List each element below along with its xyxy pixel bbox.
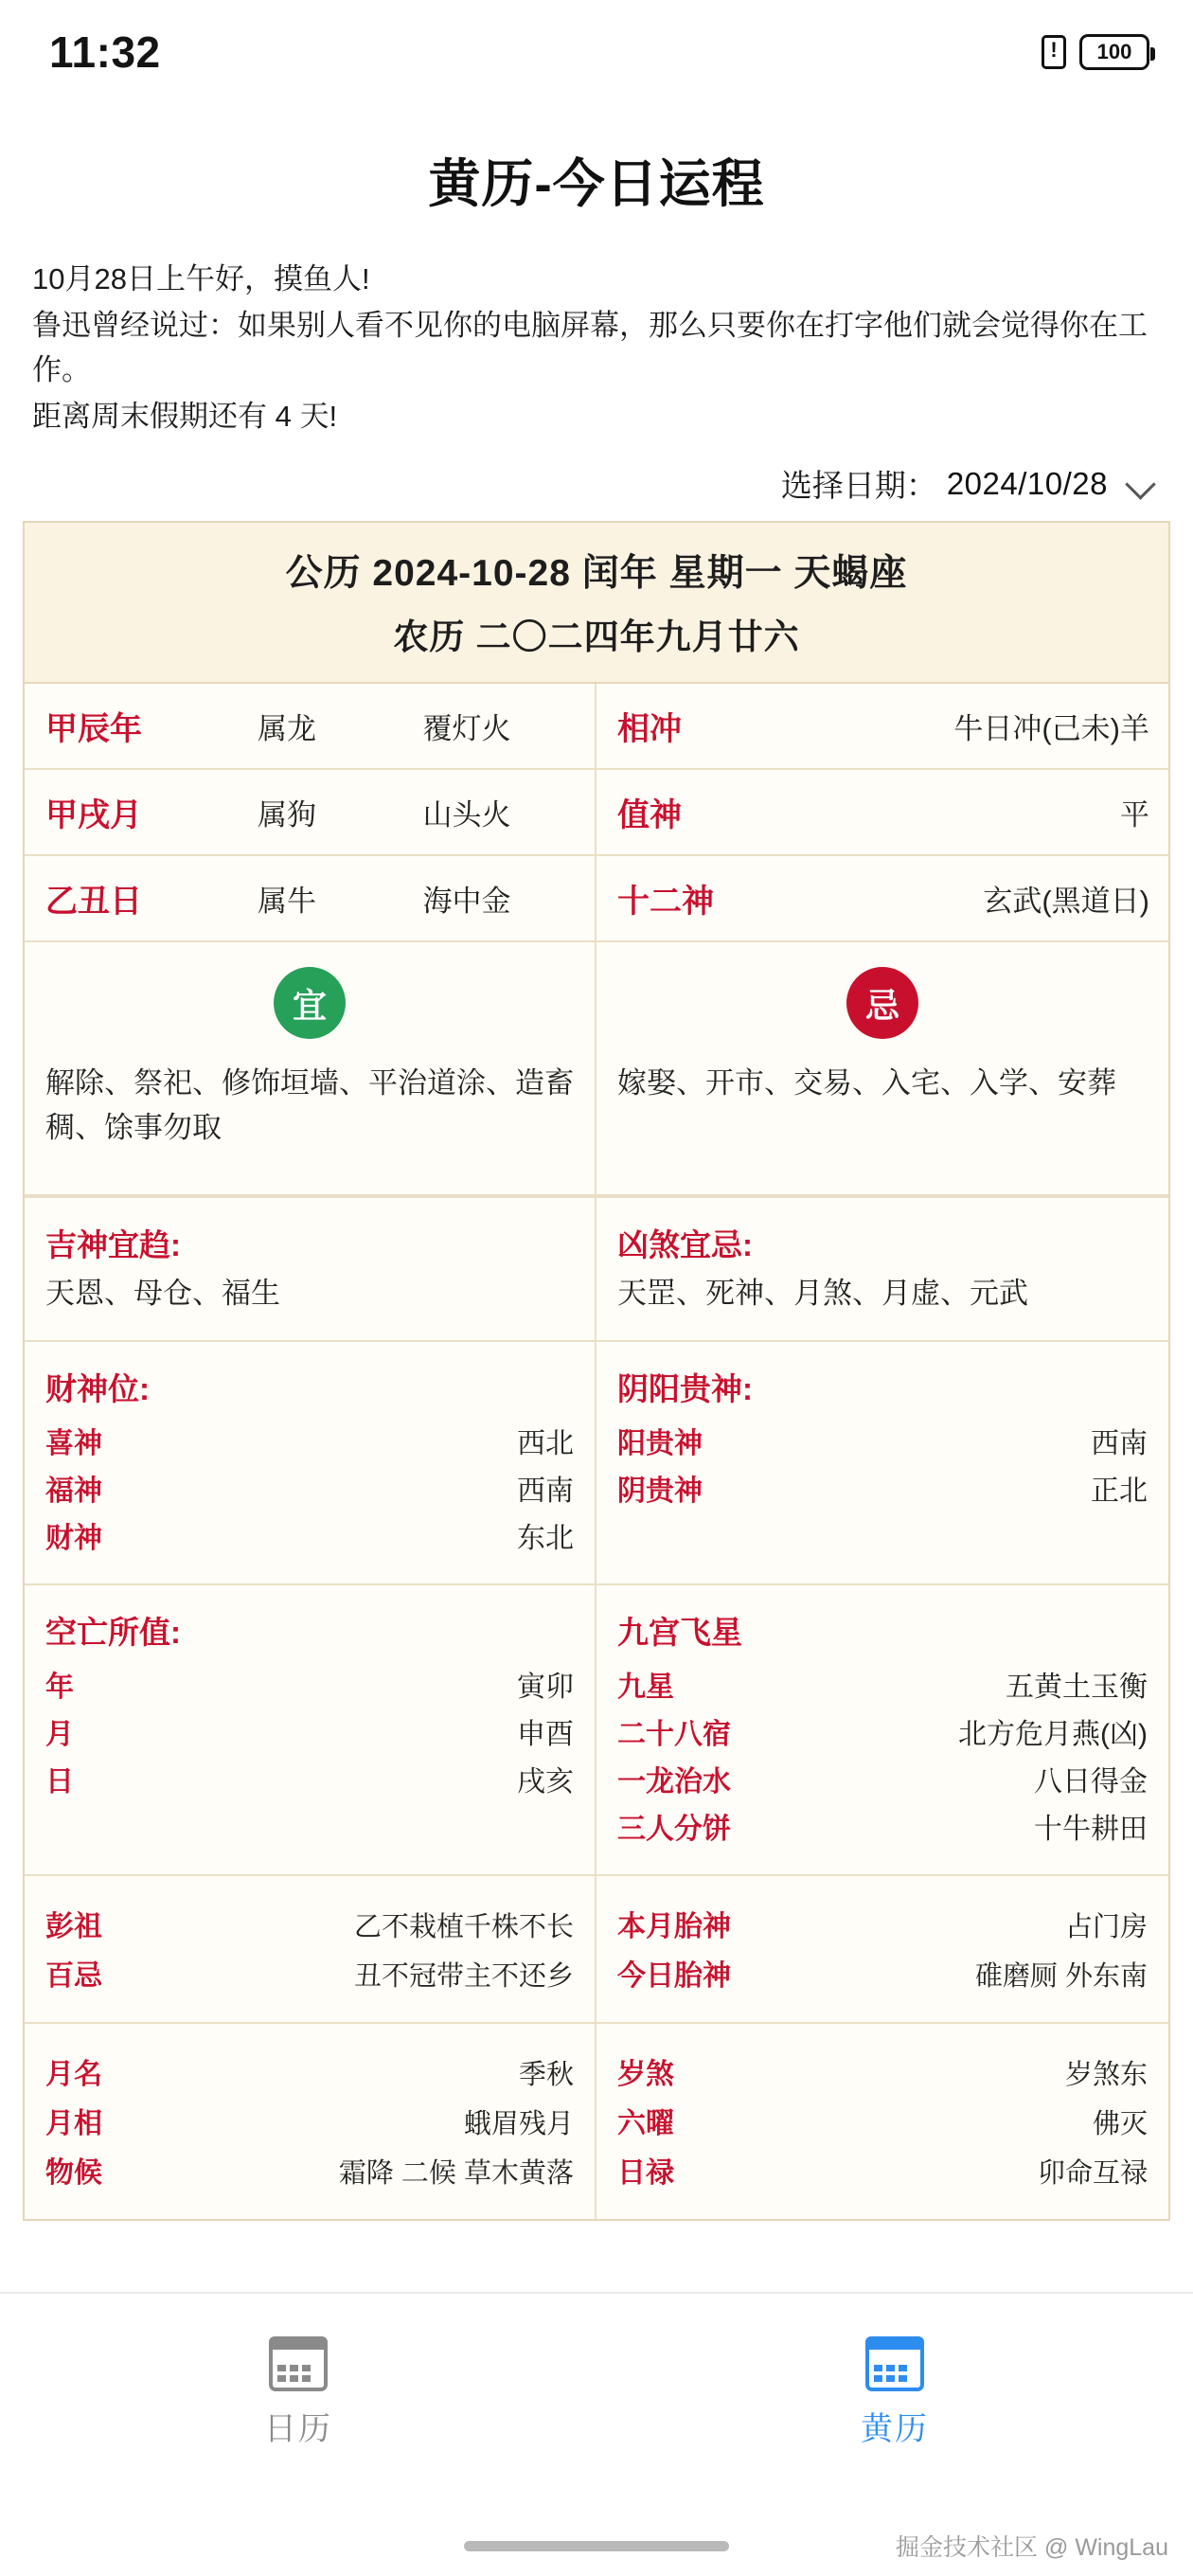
baiji-value: 丑不冠带主不还乡 xyxy=(353,1961,574,1993)
ji-badge-wrap xyxy=(596,942,1168,1052)
greeting-line-3: 距离周末假期还有 4 天! xyxy=(32,400,338,434)
date-picker-value[interactable]: 2024/10/28 xyxy=(946,465,1108,501)
table-row xyxy=(25,770,595,856)
kongwang-day-label: 日 xyxy=(45,1766,74,1798)
yueming-value: 季秋 xyxy=(518,2060,574,2091)
ganzhi-year-name: 甲辰年 xyxy=(45,711,142,748)
yangguishen-value: 西南 xyxy=(1091,1428,1148,1460)
month-taishen-label: 本月胎神 xyxy=(617,1911,731,1943)
suisha-block xyxy=(596,2022,1168,2219)
sim-alert-icon xyxy=(1042,35,1066,69)
yuexiang-suisha-section xyxy=(25,2022,1168,2219)
solar-date-line: 公历 2024-10-28 闰年 星期一 天蝎座 xyxy=(285,553,908,595)
table-row xyxy=(45,2096,574,2145)
yinguishen-value: 正北 xyxy=(1091,1476,1148,1508)
ershibasu-value: 北方危月燕(凶) xyxy=(958,1719,1148,1751)
ganzhi-year-nayin: 覆灯火 xyxy=(422,712,511,746)
yinyang-title: 阴阳贵神: xyxy=(617,1371,753,1407)
caishen-block xyxy=(25,1340,595,1583)
fushen-label: 福神 xyxy=(45,1476,102,1508)
xiangchong-label: 相冲 xyxy=(617,711,682,748)
table-row xyxy=(617,2047,1148,2096)
ganzhi-month-zodiac: 属狗 xyxy=(258,798,316,832)
yi-badge-wrap xyxy=(25,942,595,1052)
pengzu-block xyxy=(25,1874,595,2022)
xiongsha-column xyxy=(596,1196,1168,1340)
pengzu-value: 乙不栽植千株不长 xyxy=(353,1912,574,1943)
jiugong-title: 九宫飞星 xyxy=(617,1615,742,1651)
jiugong-column xyxy=(596,1583,1168,1874)
spacer-row xyxy=(617,1512,1148,1549)
table-row xyxy=(25,684,595,770)
ji-badge: 忌 xyxy=(846,967,918,1039)
nav-item-almanac[interactable] xyxy=(781,2336,1008,2449)
shen-sha-section xyxy=(25,1196,1168,1340)
status-indicators xyxy=(1042,34,1149,70)
caishen-column xyxy=(25,1340,596,1583)
baiji-label: 百忌 xyxy=(45,1960,102,1993)
status-bar xyxy=(0,0,1193,104)
chong-column xyxy=(596,684,1168,940)
jishen-block xyxy=(25,1196,595,1340)
nav-label-almanac: 黄历 xyxy=(861,2410,929,2447)
zhishui-value: 八日得金 xyxy=(1034,1766,1148,1798)
day-taishen-label: 今日胎神 xyxy=(617,1960,731,1993)
table-row xyxy=(45,1464,574,1512)
kongwang-block xyxy=(25,1583,595,1827)
yi-ji-section xyxy=(25,942,1168,1196)
wuhou-label: 物候 xyxy=(45,2157,102,2190)
almanac-header xyxy=(25,523,1168,684)
taishen-column xyxy=(596,1874,1168,2022)
yuexiang-column xyxy=(25,2022,596,2219)
kongwang-month-value: 申酉 xyxy=(517,1719,574,1751)
taishen-block xyxy=(596,1874,1168,2022)
yi-column xyxy=(25,942,596,1194)
yinyang-block xyxy=(596,1340,1168,1574)
zhishui-label: 一龙治水 xyxy=(617,1766,731,1798)
table-row xyxy=(596,770,1168,856)
kongwang-title: 空亡所值: xyxy=(45,1615,181,1651)
home-indicator[interactable] xyxy=(464,2541,729,2551)
day-taishen-value: 碓磨厕 外东南 xyxy=(974,1961,1148,1993)
greeting-line-1: 10月28日上午好，摸鱼人! xyxy=(32,262,370,295)
table-row xyxy=(617,1660,1148,1708)
table-row xyxy=(617,2096,1148,2145)
table-row xyxy=(617,1802,1148,1850)
ershibasu-label: 二十八宿 xyxy=(617,1719,731,1751)
status-time: 11:32 xyxy=(49,27,161,77)
pengzu-label: 彭祖 xyxy=(45,1911,102,1943)
liuyao-label: 六曜 xyxy=(617,2108,674,2140)
battery-level-label: 100 xyxy=(1096,40,1132,63)
shiershen-label: 十二神 xyxy=(617,884,714,921)
fushen-value: 西南 xyxy=(517,1476,574,1508)
xiangchong-value: 牛日冲(己未)羊 xyxy=(953,712,1149,746)
table-row xyxy=(617,1708,1148,1755)
caishen-title: 财神位: xyxy=(45,1371,150,1407)
nav-item-calendar[interactable] xyxy=(185,2336,412,2449)
kongwang-year-label: 年 xyxy=(45,1672,74,1704)
suisha-label: 岁煞 xyxy=(617,2059,674,2091)
chevron-down-icon[interactable] xyxy=(1127,470,1155,498)
footer-area xyxy=(0,2491,1193,2576)
table-row xyxy=(617,1755,1148,1802)
ganzhi-day-nayin: 海中金 xyxy=(422,885,511,919)
jiuxing-label: 九星 xyxy=(617,1672,674,1704)
page-title: 黄历-今日运程 xyxy=(428,154,765,213)
jiugong-block xyxy=(596,1583,1168,1874)
table-row xyxy=(617,1417,1148,1464)
kongwang-day-value: 戌亥 xyxy=(517,1766,574,1798)
table-row xyxy=(617,2145,1148,2194)
ji-text: 嫁娶、开市、交易、入宅、入学、安葬 xyxy=(617,1066,1116,1100)
yuexiang-block xyxy=(25,2022,595,2219)
almanac-calendar-icon xyxy=(865,2336,924,2391)
pengzu-column xyxy=(25,1874,596,2022)
pengzu-taishen-section xyxy=(25,1874,1168,2022)
shiershen-value: 玄武(黑道日) xyxy=(983,885,1149,919)
date-picker[interactable] xyxy=(0,440,1193,521)
caishen-value: 东北 xyxy=(517,1523,574,1555)
yueming-label: 月名 xyxy=(45,2059,102,2091)
ganzhi-year-zodiac: 属龙 xyxy=(258,712,316,746)
table-row xyxy=(617,1899,1148,1948)
kongwang-year-value: 寅卯 xyxy=(517,1672,574,1704)
xishen-label: 喜神 xyxy=(45,1428,102,1460)
xiongsha-title: 凶煞宜忌: xyxy=(617,1227,753,1263)
table-row xyxy=(25,856,595,940)
almanac-card xyxy=(23,521,1170,2221)
ganzhi-month-nayin: 山头火 xyxy=(422,798,511,832)
zhishen-label: 值神 xyxy=(617,797,682,834)
table-row xyxy=(596,684,1168,770)
fenbing-label: 三人分饼 xyxy=(617,1814,731,1846)
kongwang-column xyxy=(25,1583,596,1874)
yinyang-column xyxy=(596,1340,1168,1583)
jishen-column xyxy=(25,1196,596,1340)
bottom-navigation xyxy=(0,2292,1193,2491)
ganzhi-day-name: 乙丑日 xyxy=(45,884,142,921)
table-row xyxy=(45,1708,574,1755)
table-row xyxy=(45,1948,574,1997)
caishen-label: 财神 xyxy=(45,1523,102,1555)
ganzhi-day-zodiac: 属牛 xyxy=(258,885,316,919)
yinguishen-label: 阴贵神 xyxy=(617,1476,703,1508)
jishen-title: 吉神宜趋: xyxy=(45,1227,181,1263)
date-picker-label: 选择日期： xyxy=(780,468,937,504)
kongwang-jiugong-section xyxy=(25,1583,1168,1874)
table-row xyxy=(45,1899,574,1948)
ganzhi-month-name: 甲戌月 xyxy=(45,797,142,834)
yuexiang-value: 蛾眉残月 xyxy=(463,2109,574,2140)
calendar-icon xyxy=(269,2336,328,2391)
position-section xyxy=(25,1340,1168,1583)
liuyao-value: 佛灭 xyxy=(1092,2109,1148,2140)
table-row xyxy=(596,856,1168,940)
rilu-label: 日禄 xyxy=(617,2157,674,2190)
lunar-date-line: 农历 二〇二四年九月廿六 xyxy=(393,617,800,657)
yangguishen-label: 阳贵神 xyxy=(617,1428,703,1460)
suisha-column xyxy=(596,2022,1168,2219)
watermark-text: 掘金技术社区 @ WingLau xyxy=(896,2534,1168,2561)
jiuxing-value: 五黄土玉衡 xyxy=(1006,1672,1148,1704)
table-row xyxy=(617,1464,1148,1512)
greeting-line-2: 鲁迅曾经说过：如果别人看不见你的电脑屏幕，那么只要你在打字他们就会觉得你在工作。 xyxy=(32,309,1148,387)
battery-icon xyxy=(1079,34,1149,70)
content-spacer xyxy=(0,2221,1193,2292)
table-row xyxy=(45,1417,574,1464)
rilu-value: 卯命互禄 xyxy=(1037,2158,1148,2190)
ganzhi-column xyxy=(25,684,596,940)
nav-label-calendar: 日历 xyxy=(264,2410,332,2447)
jishen-text: 天恩、母仓、福生 xyxy=(45,1277,280,1311)
zhishen-value: 平 xyxy=(1120,798,1149,832)
table-row xyxy=(45,1660,574,1708)
xishen-value: 西北 xyxy=(517,1428,574,1460)
ji-column xyxy=(596,942,1168,1194)
yi-text: 解除、祭祀、修饰垣墙、平治道涂、造畜稠、馀事勿取 xyxy=(45,1066,574,1144)
table-row xyxy=(45,1512,574,1559)
xiongsha-text: 天罡、死神、月煞、月虚、元武 xyxy=(617,1277,1028,1311)
suisha-value: 岁煞东 xyxy=(1064,2060,1148,2091)
wuhou-value: 霜降 二候 草木黄落 xyxy=(338,2158,574,2190)
ganzhi-section xyxy=(25,684,1168,942)
table-row xyxy=(45,1755,574,1802)
table-row xyxy=(45,2047,574,2096)
fenbing-value: 十牛耕田 xyxy=(1034,1814,1148,1846)
xiongsha-block xyxy=(596,1196,1168,1340)
table-row xyxy=(617,1948,1148,1997)
kongwang-month-label: 月 xyxy=(45,1719,74,1751)
greeting-block xyxy=(0,257,1193,440)
month-taishen-value: 占门房 xyxy=(1064,1912,1148,1943)
yuexiang-label: 月相 xyxy=(45,2108,102,2140)
yi-badge: 宜 xyxy=(274,967,346,1039)
table-row xyxy=(45,2145,574,2194)
